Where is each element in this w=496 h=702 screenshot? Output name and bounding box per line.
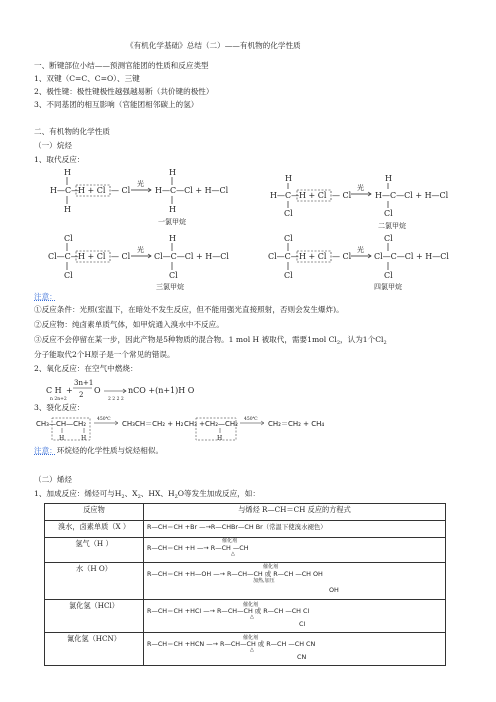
table-row: [45, 600, 446, 633]
svg-text:CH₃CH＝CH₂ + H₂: CH₃CH＝CH₂ + H₂: [122, 420, 184, 428]
table-row: [45, 538, 446, 563]
reaction-1: [50, 168, 229, 226]
combustion-equation: [44, 373, 264, 407]
table-row: [45, 633, 446, 666]
svg-text:Cl: Cl: [384, 234, 393, 243]
section1-item-1: 1、双键（C=C、C=O）、三键: [34, 74, 140, 83]
svg-text:— Cl: — Cl: [111, 186, 131, 195]
svg-text:H + Cl: H + Cl: [78, 186, 106, 195]
cracking-equations: [34, 413, 334, 449]
svg-text:H: H: [169, 168, 176, 177]
svg-text:n 2n+2: n 2n+2: [50, 397, 67, 402]
table-row: [45, 563, 446, 600]
svg-text:Cl—C—: Cl—C—: [268, 252, 299, 261]
substitution-heading: 1、取代反应：: [34, 155, 85, 164]
svg-text:+: +: [66, 386, 73, 395]
svg-text:H + Cl: H + Cl: [299, 191, 327, 200]
svg-text:H: H: [169, 234, 176, 243]
header-equation: 与烯烃 R—CH＝CH 反应的方程式: [144, 504, 446, 521]
reaction-3: [48, 234, 229, 291]
alkane-heading: （一）烷烃: [34, 141, 72, 150]
svg-text:Cl—C—Cl + H—Cl: Cl—C—Cl + H—Cl: [154, 252, 229, 261]
reagent-cell: 溴水，卤素单质（X ）: [45, 521, 144, 538]
svg-text:H: H: [169, 205, 176, 214]
addition-heading: 1、加成反应：烯烃可与$H_2$、$X_2$、HX、$H_2O$等发生加成反应，如：: [34, 489, 260, 500]
svg-text:— Cl: — Cl: [332, 252, 352, 261]
equation-cell: 催化剂 R—CH＝CH +H —→ R—CH —CH △: [144, 538, 446, 563]
svg-text:H: H: [217, 435, 223, 442]
svg-text:H: H: [385, 174, 392, 183]
cracking-note: 注意：环烷烃的化学性质与烷烃相似。: [34, 446, 164, 455]
combustion-products: nCO +(n+1)H O: [128, 386, 195, 395]
product-label-2: 二氯甲烷: [378, 222, 406, 230]
oxidation-heading: 2、氧化反应：在空气中燃烧：: [34, 364, 138, 373]
svg-text:H—C—: H—C—: [270, 191, 300, 200]
svg-text:H: H: [285, 174, 292, 183]
svg-text:H: H: [81, 435, 87, 442]
svg-text:H—C—: H—C—: [50, 186, 80, 195]
table-row: [45, 521, 446, 538]
svg-text:— Cl: — Cl: [111, 252, 131, 261]
svg-text:Cl: Cl: [284, 271, 293, 280]
svg-text:H + Cl: H + Cl: [299, 252, 327, 261]
reagent-cell: 水（H O）: [45, 563, 144, 600]
cracking-condition-1: 450℃: [97, 417, 111, 422]
equation-cell: 催化剂 R—CH＝CH +H—OH —→ R—CH—CH 或 R—CH —CH OH 加热,加压 OH: [144, 563, 446, 600]
alkene-heading: （二）烯烃: [34, 475, 72, 484]
note-3: ③反应不会停留在某一步，因此产物是5种物质的混合物。1 mol H 被取代，需要1mol $Cl_2$，认为1个$Cl_2$: [34, 335, 387, 346]
svg-text:H + Cl: H + Cl: [78, 252, 106, 261]
reagent-cell: 氯化氢（HCl）: [45, 600, 144, 633]
reagent-cell: 氰化氢（HCN）: [45, 633, 144, 666]
light-label-3: 光: [137, 246, 144, 254]
svg-text:H: H: [59, 435, 65, 442]
svg-text:H—C—Cl + H—Cl: H—C—Cl + H—Cl: [155, 186, 229, 195]
svg-text:Cl: Cl: [384, 271, 393, 280]
svg-text:Cl: Cl: [64, 271, 73, 280]
table-header-row: [45, 504, 446, 521]
product-label-4: 四氯甲烷: [374, 283, 402, 291]
svg-text:CH₃ +CH₂—CH₂: CH₃ +CH₂—CH₂: [184, 420, 238, 428]
light-label-1: 光: [137, 180, 144, 188]
light-label-4: 光: [357, 246, 364, 254]
chlorination-diagram: [0, 165, 496, 295]
svg-text:O: O: [94, 386, 101, 395]
equation-cell: 催化剂 R—CH＝CH +HCN —→ R—CH—CH 或 R—CH —CH CN △ CN: [144, 633, 446, 666]
section1-item-3: 3、不同基团的相互影响（官能团相邻碳上的氢）: [34, 100, 199, 109]
svg-text:CH₂＝CH₂ + CH₄: CH₂＝CH₂ + CH₄: [268, 420, 325, 428]
svg-text:Cl: Cl: [64, 234, 73, 243]
svg-text:2: 2: [79, 391, 84, 399]
section1-item-2: 2、极性键：极性键极性越强越易断（共价键的极性）: [34, 87, 214, 96]
svg-text:Cl—C—Cl + H—Cl: Cl—C—Cl + H—Cl: [374, 252, 449, 261]
light-label-2: 光: [357, 184, 364, 192]
equation-cell: 催化剂 R—CH＝CH +HCl —→ R—CH—CH 或 R—CH —CH Cl △ Cl: [144, 600, 446, 633]
svg-text:H: H: [64, 168, 71, 177]
svg-text:H—C—Cl + H—Cl: H—C—Cl + H—Cl: [375, 191, 449, 200]
section2-heading: 二、有机物的化学性质: [34, 127, 110, 136]
section1-heading: 一、断键部位小结——预测官能团的性质和反应类型: [34, 61, 209, 70]
page-title: 《有机化学基础》总结（二）——有机物的化学性质: [126, 41, 301, 50]
svg-text:Cl: Cl: [384, 209, 393, 218]
header-reagent: 反应物: [45, 504, 144, 521]
svg-text:— Cl: — Cl: [332, 191, 352, 200]
svg-text:3n+1: 3n+1: [74, 379, 94, 387]
note-2: ②反应物：纯卤素单质气体，如甲烷通入溴水中不反应。: [34, 320, 224, 329]
reagent-cell: 氢气（H ）: [45, 538, 144, 563]
note-1: ①反应条件：光照(室温下，在暗处不发生反应，但不能用强光直接照射，否则会发生爆炸)。: [34, 305, 344, 314]
svg-text:Cl: Cl: [284, 209, 293, 218]
svg-text:2 2 2 2: 2 2 2 2: [108, 397, 124, 402]
svg-text:H: H: [64, 205, 71, 214]
cracking-condition-2: 450℃: [244, 417, 258, 422]
product-label-1: 一氯甲烷: [158, 218, 186, 226]
svg-text:C H: C H: [46, 386, 62, 395]
svg-text:Cl: Cl: [284, 234, 293, 243]
notes-label: 注意：: [34, 292, 57, 301]
product-label-3: 三氯甲烷: [156, 283, 184, 291]
svg-text:Cl—C—: Cl—C—: [48, 252, 79, 261]
addition-reactions-table: [44, 503, 446, 666]
equation-cell: R—CH＝CH +Br —→R—CHBr—CH Br（常温下使溴水褪色）: [144, 521, 446, 538]
svg-text:CH₃—CH—CH₂: CH₃—CH—CH₂: [36, 420, 87, 428]
reaction-2: [270, 174, 449, 230]
reaction-4: [268, 234, 449, 291]
cracking-heading: 3、裂化反应：: [34, 403, 85, 412]
note-4: 分子能取代2个H原子是一个常见的错误。: [34, 350, 175, 359]
svg-text:Cl: Cl: [169, 271, 178, 280]
